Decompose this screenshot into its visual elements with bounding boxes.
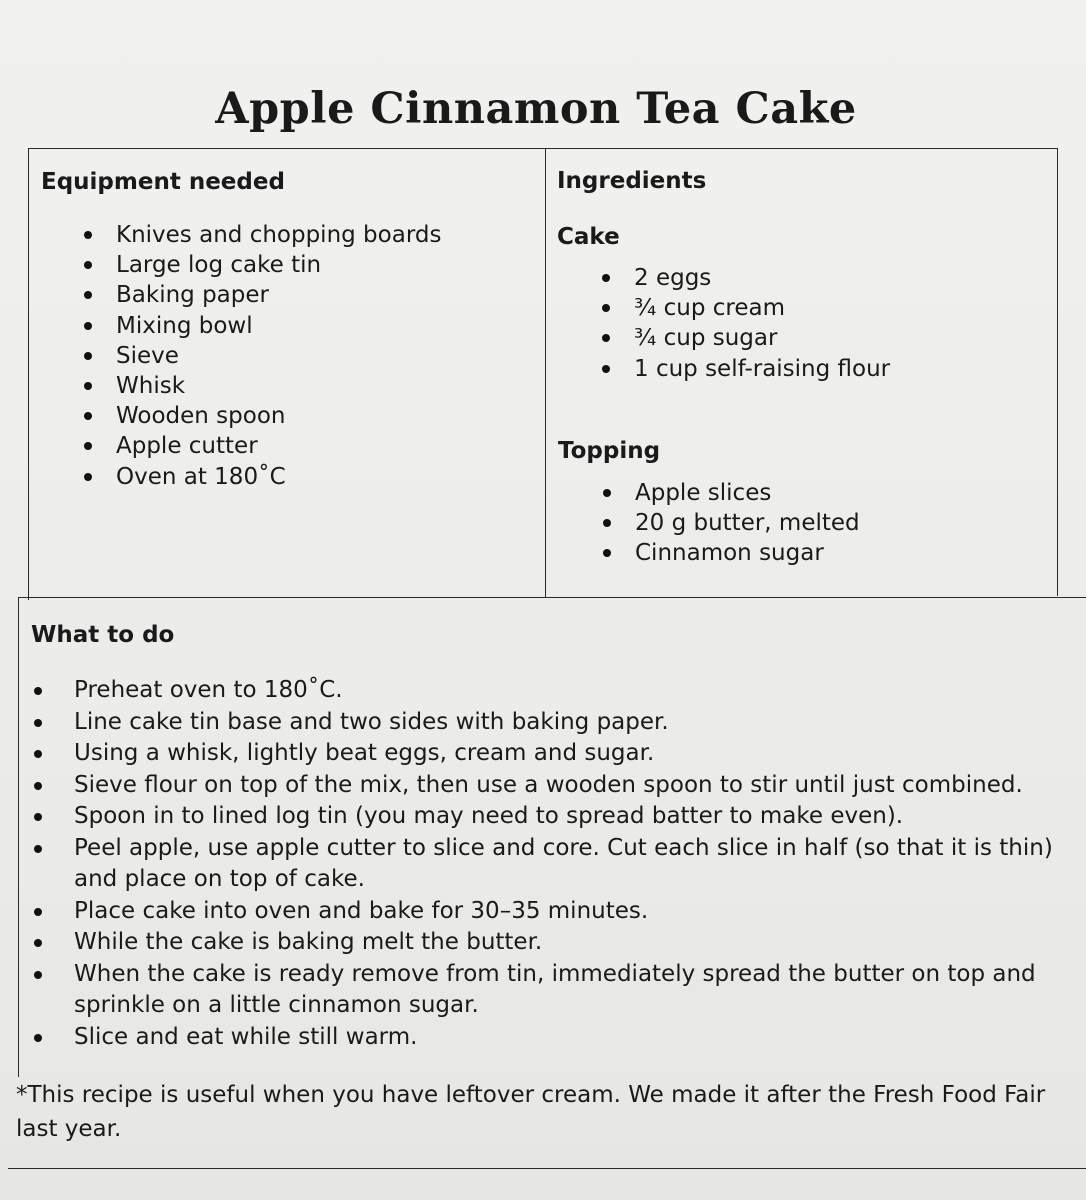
equipment-item-text: Mixing bowl xyxy=(116,312,253,339)
bullet-icon xyxy=(84,382,92,390)
equipment-item xyxy=(116,220,441,250)
equipment-item-text: Knives and chopping boards xyxy=(116,222,442,248)
method-step-text: Sieve flour on top of the mix, then use a wooden spoon to stir until just combined. xyxy=(74,771,1023,798)
equipment-item xyxy=(116,311,441,341)
bullet-icon xyxy=(34,939,42,947)
equipment-item-text: Large log cake tin xyxy=(116,252,322,279)
bullet-icon xyxy=(84,412,92,420)
method-step xyxy=(74,833,1084,896)
method-step-text: When the cake is ready remove from tin, immediately spread the butter on top and sprinkle on a little cinnamon sugar. xyxy=(74,960,1036,1018)
bullet-icon xyxy=(84,261,92,269)
bullet-icon xyxy=(602,334,610,342)
method-step-text: Peel apple, use apple cutter to slice and core. Cut each slice in half (so that it is thin) and place on top of cake. xyxy=(74,834,1053,892)
method-step xyxy=(74,770,1084,802)
topping-ingredient-item-text: Apple slices xyxy=(635,480,772,506)
bullet-icon xyxy=(34,1034,42,1042)
topping-ingredient-item xyxy=(635,538,860,568)
equipment-heading: Equipment needed xyxy=(41,169,285,195)
method-step-text: Line cake tin base and two sides with baking paper. xyxy=(74,708,669,735)
bullet-icon xyxy=(84,352,92,360)
method-step-text: Place cake into oven and bake for 30–35 minutes. xyxy=(74,897,649,924)
equipment-item-text: Apple cutter xyxy=(116,433,258,460)
cake-ingredient-item-text: ¾ cup sugar xyxy=(634,325,778,352)
bullet-icon xyxy=(34,908,42,916)
equipment-item-text: Oven at 180˚C xyxy=(116,463,286,490)
table-left-border-bottom xyxy=(18,597,19,1077)
bullet-icon xyxy=(602,274,610,282)
equipment-item-text: Baking paper xyxy=(116,282,269,309)
bullet-icon xyxy=(603,549,611,557)
bullet-icon xyxy=(34,687,42,695)
bullet-icon xyxy=(84,473,92,481)
bullet-icon xyxy=(602,365,610,373)
column-divider xyxy=(545,148,546,598)
cake-ingredient-item-text: ¾ cup cream xyxy=(634,295,785,322)
method-step-text: Preheat oven to 180˚C. xyxy=(74,677,343,703)
method-steps-list xyxy=(74,675,1084,1053)
method-step xyxy=(74,738,1084,770)
section-divider xyxy=(18,597,1086,598)
bullet-icon xyxy=(603,489,611,497)
topping-ingredient-item xyxy=(635,508,860,538)
cake-ingredient-item-text: 1 cup self-raising flour xyxy=(634,355,891,382)
bullet-icon xyxy=(34,750,42,758)
bullet-icon xyxy=(34,719,42,727)
cake-heading: Cake xyxy=(557,224,620,250)
bullet-icon xyxy=(34,845,42,853)
bullet-icon xyxy=(34,971,42,979)
equipment-item xyxy=(116,462,441,492)
topping-ingredient-item-text: 20 g butter, melted xyxy=(635,510,860,537)
method-step-text: Slice and eat while still warm. xyxy=(74,1023,418,1050)
footnote: *This recipe is useful when you have leftover cream. We made it after the Fresh Food Fair last year. xyxy=(16,1082,1046,1142)
bullet-icon xyxy=(34,782,42,790)
bullet-icon xyxy=(84,291,92,299)
equipment-list xyxy=(116,220,441,492)
topping-heading: Topping xyxy=(558,438,661,464)
equipment-item-text: Sieve xyxy=(116,342,179,369)
equipment-item xyxy=(116,250,441,280)
method-step xyxy=(74,896,1084,928)
table-left-border-top xyxy=(28,148,29,600)
bullet-icon xyxy=(602,304,610,312)
equipment-item-text: Whisk xyxy=(116,373,186,400)
table-top-border xyxy=(28,148,1058,149)
bullet-icon xyxy=(84,231,92,239)
topping-ingredient-list xyxy=(635,478,860,569)
cake-ingredient-item xyxy=(634,263,890,293)
method-step xyxy=(74,801,1084,833)
cake-ingredient-item xyxy=(634,354,890,384)
page-title: Apple Cinnamon Tea Cake xyxy=(215,84,857,134)
method-step xyxy=(74,675,1084,707)
method-step xyxy=(74,927,1084,959)
bullet-icon xyxy=(84,442,92,450)
topping-ingredient-item xyxy=(635,478,860,508)
equipment-item-text: Wooden spoon xyxy=(116,403,286,430)
bullet-icon xyxy=(84,322,92,330)
cake-ingredient-item-text: 2 eggs xyxy=(634,265,712,291)
bullet-icon xyxy=(34,813,42,821)
ingredients-heading: Ingredients xyxy=(557,168,707,194)
equipment-item xyxy=(116,431,441,461)
method-step-text: Spoon in to lined log tin (you may need to spread batter to make even). xyxy=(74,803,904,829)
method-step xyxy=(74,1022,1084,1054)
method-step-text: While the cake is baking melt the butter. xyxy=(74,929,543,955)
topping-ingredient-item-text: Cinnamon sugar xyxy=(635,540,824,567)
method-step xyxy=(74,959,1084,1022)
equipment-item xyxy=(116,371,441,401)
bullet-icon xyxy=(603,519,611,527)
equipment-item xyxy=(116,280,441,310)
cake-ingredient-list xyxy=(634,263,890,384)
equipment-item xyxy=(116,341,441,371)
table-bottom-border xyxy=(8,1168,1086,1169)
equipment-item xyxy=(116,401,441,431)
method-step xyxy=(74,707,1084,739)
cake-ingredient-item xyxy=(634,293,890,323)
table-right-border-top xyxy=(1057,148,1058,596)
cake-ingredient-item xyxy=(634,323,890,353)
method-step-text: Using a whisk, lightly beat eggs, cream and sugar. xyxy=(74,740,655,766)
method-heading: What to do xyxy=(31,622,175,648)
